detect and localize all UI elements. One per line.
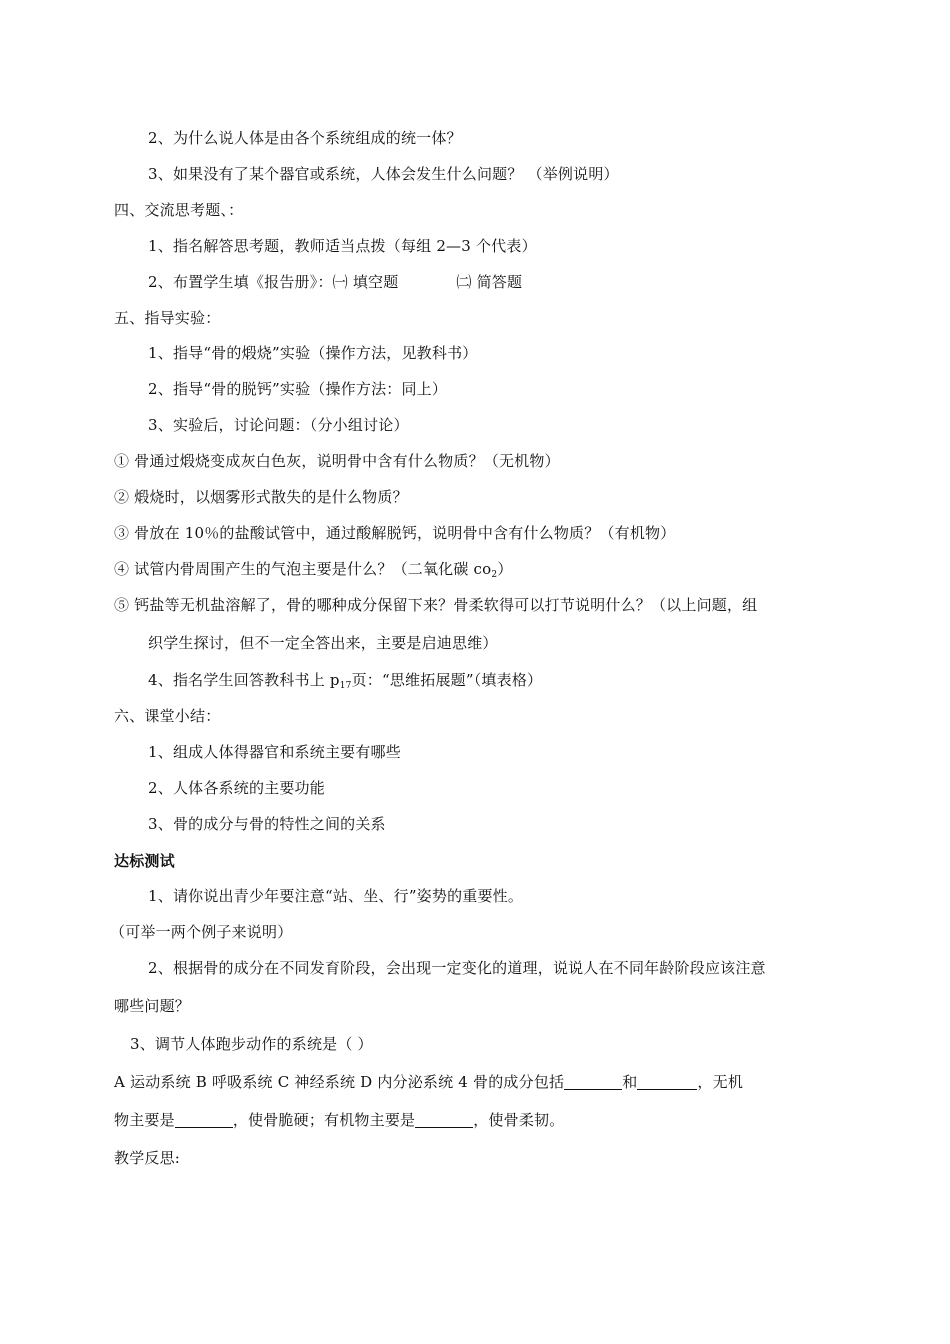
question-item: ⑤ 钙盐等无机盐溶解了，骨的哪种成分保留下来？骨柔软得可以打节说明什么？（以上问题，组 <box>114 596 758 614</box>
text-line: 织学生探讨，但不一定全答出来，主要是启迪思维） <box>148 634 498 652</box>
section-heading: 四、交流思考题、： <box>114 201 244 219</box>
text-line: 哪些问题？ <box>114 997 191 1015</box>
question-item: ② 煅烧时，以烟雾形式散失的是什么物质？ <box>114 488 408 506</box>
text-line: 1、指名解答思考题，教师适当点拨（每组 2—3 个代表） <box>148 237 537 255</box>
answer-blank[interactable] <box>564 1075 622 1090</box>
answer-blank[interactable] <box>175 1113 233 1128</box>
section-heading: 六、课堂小结： <box>114 707 221 725</box>
text-line: 2、人体各系统的主要功能 <box>148 779 325 797</box>
question-item: A 运动系统 B 呼吸系统 C 神经系统 D 内分泌系统 4 骨的成分包括 和 ，无机 <box>114 1073 744 1091</box>
text-line: 2、布置学生填《报告册》：㈠ 填空题 ㈡ 简答题 <box>148 273 523 291</box>
text-line: 3、如果没有了某个器官或系统，人体会发生什么问题？ （举例说明） <box>148 165 619 183</box>
text-line: 2、根据骨的成分在不同发育阶段，会出现一定变化的道理，说说人在不同年龄阶段应该注意 <box>148 959 766 977</box>
text-line: 3、实验后，讨论问题：（分小组讨论） <box>148 416 409 434</box>
text-line: 2、为什么说人体是由各个系统组成的统一体？ <box>148 129 462 147</box>
section-heading: 五、指导实验： <box>114 309 221 327</box>
text-line: 1、指导“骨的煅烧”实验（操作方法，见教科书） <box>148 344 478 362</box>
text-line: 1、请你说出青少年要注意“站、坐、行”姿势的重要性。 <box>148 887 524 905</box>
section-heading: 教学反思: <box>114 1149 181 1167</box>
question-item: ④ 试管内骨周围产生的气泡主要是什么？（二氧化碳 $co_2$） <box>114 560 513 580</box>
question-item: 3、调节人体跑步动作的系统是（ ） <box>130 1035 373 1053</box>
section-heading: 达标测试 <box>114 852 175 870</box>
text-line: 3、骨的成分与骨的特性之间的关系 <box>148 815 386 833</box>
question-item: ③ 骨放在 10％的盐酸试管中，通过酸解脱钙，说明骨中含有什么物质？（有机物） <box>114 524 676 542</box>
text-line: （可举一两个例子来说明） <box>110 923 293 941</box>
question-item: ① 骨通过煅烧变成灰白色灰，说明骨中含有什么物质？（无机物） <box>114 452 560 470</box>
text-line: 2、指导“骨的脱钙”实验（操作方法：同上） <box>148 380 448 398</box>
answer-blank[interactable] <box>415 1113 473 1128</box>
answer-blank[interactable] <box>637 1075 697 1090</box>
question-item: 物主要是 ，使骨脆硬；有机物主要是 ，使骨柔韧。 <box>114 1111 565 1129</box>
text-line: 1、组成人体得器官和系统主要有哪些 <box>148 743 401 761</box>
text-line: 4、指名学生回答教科书上 $p_{17}$页：“思维拓展题”（填表格） <box>148 671 543 691</box>
